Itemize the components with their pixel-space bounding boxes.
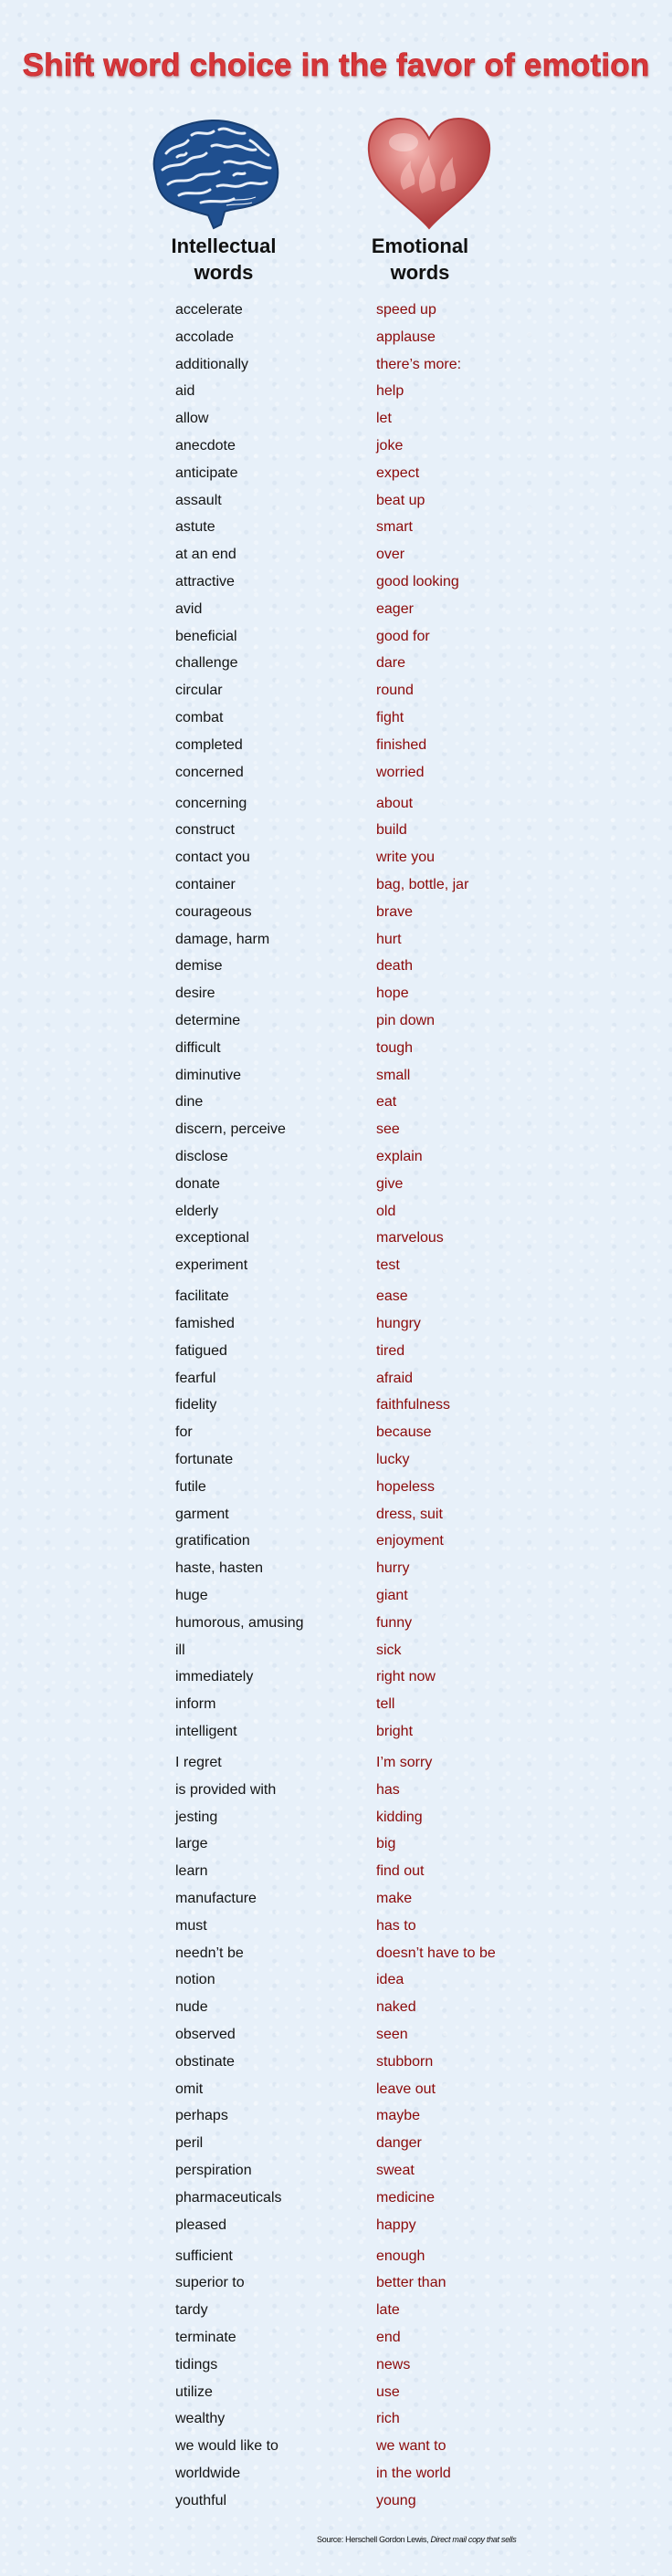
intellectual-word: challenge [175, 655, 238, 671]
word-pair-row [0, 762, 672, 784]
emotional-word: has to [376, 1918, 416, 1934]
intellectual-word: aid [175, 383, 195, 399]
word-pair-row [0, 2327, 672, 2349]
emotional-word: big [376, 1836, 396, 1851]
intellectual-word: accelerate [175, 302, 243, 318]
intellectual-word: famished [175, 1316, 235, 1331]
emotional-word: beat up [376, 493, 425, 508]
word-pair-row [0, 1640, 672, 1662]
intellectual-word: donate [175, 1176, 220, 1192]
intellectual-word: desire [175, 986, 215, 1001]
emotional-word: afraid [376, 1371, 414, 1386]
emotional-word: let [376, 411, 392, 426]
intellectual-word: contact you [175, 850, 250, 865]
emotional-word: use [376, 2384, 400, 2400]
intellectual-word: circular [175, 683, 223, 698]
emotional-word: hurt [376, 932, 402, 947]
word-pair-row [0, 1915, 672, 1937]
emotional-word: because [376, 1424, 432, 1440]
word-pair-row [0, 1394, 672, 1416]
word-pair-row [0, 1558, 672, 1580]
emotional-word: applause [376, 329, 436, 345]
word-pair-row [0, 1119, 672, 1141]
intellectual-words-header: Intellectual words [171, 235, 277, 284]
emotional-word: see [376, 1121, 400, 1137]
word-pair-row [0, 1449, 672, 1471]
page-title: Shift word choice in the favor of emotion [22, 47, 650, 83]
emotional-word: news [376, 2357, 411, 2373]
intellectual-word: demise [175, 958, 223, 974]
emotional-word: speed up [376, 302, 436, 318]
intellectual-word: tidings [175, 2357, 218, 2373]
word-pair-row [0, 2051, 672, 2073]
word-pair-row [0, 2187, 672, 2209]
word-pair-row [0, 1368, 672, 1390]
intellectual-word: I regret [175, 1755, 222, 1770]
emotional-word: enough [376, 2248, 425, 2264]
intellectual-word: concerned [175, 765, 244, 780]
word-pair-row [0, 1091, 672, 1113]
word-pair-row [0, 819, 672, 841]
word-pair-row [0, 1422, 672, 1444]
word-pair-row [0, 707, 672, 729]
word-pair-row [0, 1065, 672, 1087]
word-pair-row [0, 544, 672, 566]
emotional-word: finished [376, 737, 427, 753]
emotional-word: has [376, 1782, 400, 1798]
intellectual-word: experiment [175, 1257, 248, 1273]
word-pair-row [0, 2272, 672, 2294]
word-pair-row [0, 1721, 672, 1743]
emotional-word: old [376, 1204, 396, 1219]
intellectual-word: construct [175, 822, 235, 838]
emotional-word: doesn’t have to be [376, 1945, 496, 1961]
emotional-word: seen [376, 2027, 408, 2042]
word-pair-row [0, 2300, 672, 2321]
intellectual-word: gratification [175, 1533, 250, 1549]
word-pair-row [0, 983, 672, 1005]
intellectual-word: nude [175, 1999, 208, 2015]
word-pair-row [0, 1173, 672, 1195]
intellectual-word: accolade [175, 329, 235, 345]
intellectual-word: facilitate [175, 1288, 229, 1304]
intellectual-word: elderly [175, 1204, 219, 1219]
word-pair-row [0, 1833, 672, 1855]
word-pair-row [0, 1038, 672, 1059]
emotional-word: leave out [376, 2081, 436, 2097]
emotional-word: naked [376, 1999, 416, 2015]
word-pair-row [0, 490, 672, 512]
intellectual-word: dine [175, 1094, 204, 1110]
intellectual-word: attractive [175, 574, 235, 589]
emotional-word: in the world [376, 2466, 451, 2481]
emotional-word: help [376, 383, 404, 399]
intellectual-word: needn’t be [175, 1945, 244, 1961]
emotional-word: rich [376, 2411, 400, 2426]
emotional-word: hungry [376, 1316, 421, 1331]
emotional-word: bag, bottle, jar [376, 877, 469, 892]
intellectual-word: obstinate [175, 2054, 235, 2070]
intellectual-word: difficult [175, 1040, 221, 1056]
emotional-word: idea [376, 1972, 404, 1987]
intellectual-word: wealthy [175, 2411, 226, 2426]
word-pair-row [0, 2215, 672, 2237]
word-pair-row [0, 1201, 672, 1223]
word-pair-row [0, 1666, 672, 1688]
intellectual-word: courageous [175, 904, 252, 920]
emotional-word: eat [376, 1094, 397, 1110]
emotional-word: build [376, 822, 407, 838]
emotional-word: faithfulness [376, 1397, 450, 1413]
word-pair-row [0, 735, 672, 756]
intellectual-word: omit [175, 2081, 204, 2097]
emotional-word: find out [376, 1863, 425, 1879]
word-pair-row [0, 955, 672, 977]
word-pair-row [0, 874, 672, 896]
word-pair-row [0, 2160, 672, 2182]
word-pair-row [0, 2024, 672, 2046]
word-pair-row [0, 1340, 672, 1362]
emotional-word: pin down [376, 1013, 436, 1028]
emotional-word: hope [376, 986, 409, 1001]
emotional-word: hopeless [376, 1479, 436, 1495]
word-pair-row [0, 2246, 672, 2268]
word-pair-row [0, 1612, 672, 1634]
emotional-word: sick [376, 1643, 402, 1658]
emotional-word: stubborn [376, 2054, 434, 2070]
emotional-word: late [376, 2302, 400, 2318]
emotional-word: I’m sorry [376, 1755, 433, 1770]
emotional-word: right now [376, 1669, 436, 1684]
word-pair-row [0, 1969, 672, 1991]
word-pair-row [0, 381, 672, 402]
word-pair-row [0, 408, 672, 430]
intellectual-word: ill [175, 1643, 185, 1658]
intellectual-word: fearful [175, 1371, 216, 1386]
word-pair-row [0, 1530, 672, 1552]
intellectual-word: astute [175, 519, 215, 535]
intellectual-word: manufacture [175, 1891, 257, 1906]
intellectual-word: avid [175, 601, 203, 617]
emotional-word: marvelous [376, 1230, 444, 1246]
emotional-word: small [376, 1068, 411, 1083]
intellectual-word: huge [175, 1588, 208, 1603]
word-pair-row [0, 1807, 672, 1829]
intellectual-word: pleased [175, 2217, 227, 2233]
word-pair-row [0, 354, 672, 376]
intellectual-word: assault [175, 493, 222, 508]
intellectual-word: terminate [175, 2330, 236, 2345]
word-pair-row [0, 1313, 672, 1335]
intellectual-word: combat [175, 710, 224, 725]
word-pair-row [0, 626, 672, 648]
intellectual-word: diminutive [175, 1068, 242, 1083]
intellectual-word: perhaps [175, 2108, 228, 2123]
word-pair-row [0, 1227, 672, 1249]
word-pair-row [0, 327, 672, 349]
emotional-word: lucky [376, 1452, 410, 1467]
word-pair-row [0, 652, 672, 674]
word-pair-row [0, 1752, 672, 1774]
intellectual-word: we would like to [175, 2438, 278, 2454]
emotional-word: smart [376, 519, 413, 535]
emotional-word: funny [376, 1615, 413, 1631]
intellectual-word: anecdote [175, 438, 236, 454]
emotional-word: worried [376, 765, 425, 780]
intellectual-word: youthful [175, 2493, 227, 2508]
word-pair-row [0, 1504, 672, 1526]
emotional-word: happy [376, 2217, 416, 2233]
intellectual-word: discern, perceive [175, 1121, 286, 1137]
emotional-word: write you [376, 850, 436, 865]
emotional-word: enjoyment [376, 1533, 444, 1549]
word-pair-row [0, 929, 672, 951]
intellectual-word: determine [175, 1013, 241, 1028]
emotional-word: end [376, 2330, 401, 2345]
emotional-word: dare [376, 655, 406, 671]
emotional-word: young [376, 2493, 416, 2508]
word-pair-row [0, 1585, 672, 1607]
emotional-words-header: Emotional words [371, 235, 469, 284]
intellectual-word: at an end [175, 547, 236, 562]
word-pair-row [0, 2354, 672, 2376]
brain-icon [146, 117, 281, 230]
intellectual-word: allow [175, 411, 209, 426]
emotional-word: explain [376, 1149, 423, 1164]
intellectual-word: must [175, 1918, 207, 1934]
emotional-word: brave [376, 904, 414, 920]
intellectual-word: exceptional [175, 1230, 249, 1246]
emotional-word: round [376, 683, 414, 698]
word-pair-row [0, 1694, 672, 1716]
word-pair-row [0, 1286, 672, 1308]
emotional-word: about [376, 796, 414, 811]
intellectual-word: jesting [175, 1809, 218, 1825]
emotional-word: tough [376, 1040, 414, 1056]
emotional-word: death [376, 958, 414, 974]
word-pair-row [0, 2133, 672, 2154]
word-pair-row [0, 2490, 672, 2512]
emotional-word: maybe [376, 2108, 421, 2123]
word-pair-row [0, 2079, 672, 2101]
intellectual-word: anticipate [175, 465, 238, 481]
emotional-word: eager [376, 601, 414, 617]
intellectual-word: disclose [175, 1149, 228, 1164]
word-pair-row [0, 2382, 672, 2404]
emotional-word: ease [376, 1288, 408, 1304]
intellectual-word: notion [175, 1972, 215, 1987]
intellectual-word: pharmaceuticals [175, 2190, 282, 2206]
intellectual-word: futile [175, 1479, 206, 1495]
intellectual-word: fortunate [175, 1452, 234, 1467]
intellectual-word: completed [175, 737, 243, 753]
word-pair-row [0, 1779, 672, 1801]
intellectual-word: superior to [175, 2275, 245, 2290]
emotional-word: medicine [376, 2190, 436, 2206]
word-pair-row [0, 1997, 672, 2018]
word-pair-row [0, 1888, 672, 1910]
flaming-heart-icon [363, 115, 495, 232]
word-pair-row [0, 516, 672, 538]
intellectual-word: container [175, 877, 236, 892]
emotional-word: better than [376, 2275, 446, 2290]
emotional-word: giant [376, 1588, 408, 1603]
intellectual-word: intelligent [175, 1724, 237, 1739]
intellectual-word: utilize [175, 2384, 213, 2400]
word-pair-row [0, 463, 672, 485]
word-pair-row [0, 1476, 672, 1498]
emotional-word: hurry [376, 1560, 410, 1576]
intellectual-word: additionally [175, 357, 249, 372]
word-pair-row [0, 2105, 672, 2127]
intellectual-word: garment [175, 1507, 229, 1522]
emotional-word: bright [376, 1724, 414, 1739]
intellectual-word: fidelity [175, 1397, 217, 1413]
word-pair-row [0, 571, 672, 593]
word-pair-row [0, 299, 672, 321]
intellectual-word: tardy [175, 2302, 208, 2318]
intellectual-word: inform [175, 1696, 216, 1712]
word-pair-row [0, 435, 672, 457]
intellectual-word: large [175, 1836, 208, 1851]
word-pair-row [0, 680, 672, 702]
word-pair-row [0, 847, 672, 869]
word-pair-row [0, 2435, 672, 2457]
intellectual-word: beneficial [175, 629, 237, 644]
intellectual-word: perspiration [175, 2163, 252, 2178]
intellectual-word: fatigued [175, 1343, 227, 1359]
emotional-word: give [376, 1176, 404, 1192]
word-pair-row [0, 1861, 672, 1882]
emotional-word: we want to [376, 2438, 446, 2454]
intellectual-word: for [175, 1424, 193, 1440]
emotional-word: good looking [376, 574, 459, 589]
emotional-word: make [376, 1891, 413, 1906]
intellectual-word: immediately [175, 1669, 254, 1684]
emotional-word: sweat [376, 2163, 415, 2178]
word-pair-row [0, 1943, 672, 1965]
word-pair-row [0, 2408, 672, 2430]
emotional-word: tired [376, 1343, 405, 1359]
emotional-word: joke [376, 438, 404, 454]
word-pair-row [0, 1010, 672, 1032]
emotional-word: test [376, 1257, 400, 1273]
emotional-word: danger [376, 2135, 422, 2151]
emotional-word: good for [376, 629, 430, 644]
word-pair-row [0, 2463, 672, 2485]
intellectual-word: worldwide [175, 2466, 241, 2481]
intellectual-word: peril [175, 2135, 204, 2151]
intellectual-word: is provided with [175, 1782, 277, 1798]
word-pair-row [0, 793, 672, 815]
emotional-word: there’s more: [376, 357, 462, 372]
source-citation: Source: Herschell Gordon Lewis, Direct mail copy that sells [317, 2535, 517, 2544]
emotional-word: expect [376, 465, 420, 481]
word-pair-row [0, 1146, 672, 1168]
intellectual-word: haste, hasten [175, 1560, 264, 1576]
intellectual-word: humorous, amusing [175, 1615, 304, 1631]
word-pair-row [0, 1255, 672, 1277]
emotional-word: kidding [376, 1809, 423, 1825]
emotional-word: dress, suit [376, 1507, 443, 1522]
emotional-word: tell [376, 1696, 395, 1712]
intellectual-word: concerning [175, 796, 247, 811]
intellectual-word: learn [175, 1863, 208, 1879]
word-pair-row [0, 599, 672, 621]
word-pair-row [0, 902, 672, 923]
intellectual-word: damage, harm [175, 932, 270, 947]
intellectual-word: observed [175, 2027, 236, 2042]
emotional-word: over [376, 547, 405, 562]
intellectual-word: sufficient [175, 2248, 233, 2264]
emotional-word: fight [376, 710, 404, 725]
